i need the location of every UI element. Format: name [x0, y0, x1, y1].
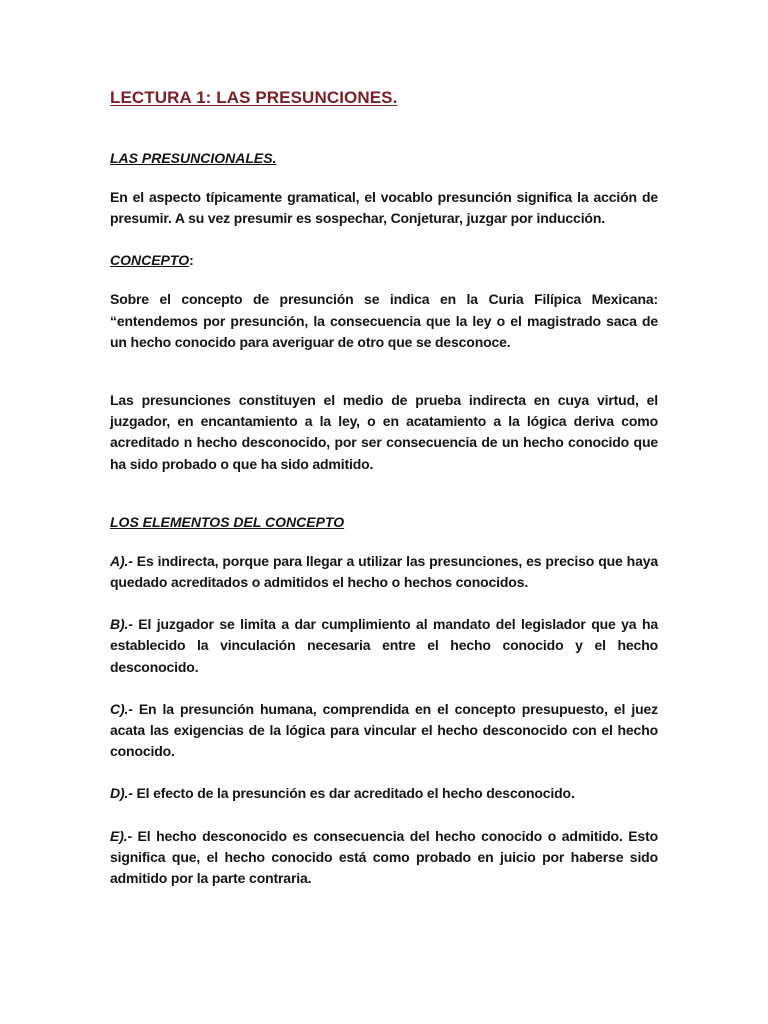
list-item	[110, 699, 658, 763]
section-heading-concepto	[110, 250, 658, 271]
list-item	[110, 826, 658, 890]
item-text: En la presunción humana, comprendida en el concepto presupuesto, el juez acata las exigencias de la lógica para vincular el hecho desconocido con el hecho conocido.	[110, 700, 658, 760]
document-title: LECTURA 1: LAS PRESUNCIONES.	[110, 88, 398, 107]
item-letter: D).-	[110, 785, 133, 802]
item-text: El efecto de la presunción es dar acreditado el hecho desconocido.	[132, 785, 575, 802]
paragraph-definicion: En el aspecto típicamente gramatical, el vocablo presunción significa la acción de presumir. A su vez presumir es sospechar, Conjeturar, juzgar por inducción.	[110, 189, 658, 227]
list-item	[110, 614, 658, 678]
paragraph-concepto-curia: Sobre el concepto de presunción se indica en la Curia Filípica Mexicana: “entendemos por presunción, la consecuencia que la ley o el magistrado saca de un hecho conocido para averiguar de otro que se desconoce.	[110, 291, 658, 350]
document-page	[110, 86, 658, 889]
item-letter: A).-	[110, 552, 133, 569]
list-item	[110, 551, 658, 593]
item-letter: C).-	[110, 700, 133, 717]
item-text: Es indirecta, porque para llegar a utilizar las presunciones, es preciso que haya quedado acreditados o admitidos el hecho o hechos conocidos.	[110, 552, 658, 591]
item-letter: E).-	[110, 827, 132, 844]
section-heading-elementos: LOS ELEMENTOS DEL CONCEPTO	[110, 513, 345, 530]
concepto-heading-text: CONCEPTO	[110, 252, 190, 269]
paragraph-concepto-presunciones: Las presunciones constituyen el medio de prueba indirecta en cuya virtud, el juzgador, en encantamiento a la ley, o en acatamiento a la lógica deriva como acreditado n hecho desconocido, por ser consecuencia de un hecho conocido que ha sido probado o que ha sido admitido.	[110, 392, 658, 472]
item-text: El hecho desconocido es consecuencia del hecho conocido o admitido. Esto significa que, el hecho conocido está como probado en juicio por haberse sido admitido por la parte contraria.	[110, 827, 658, 887]
item-text: El juzgador se limita a dar cumplimiento al mandato del legislador que ya ha establecido la vinculación necesaria entre el hecho conocido y el hecho desconocido.	[110, 616, 658, 675]
list-item	[110, 783, 658, 804]
item-letter: B).-	[110, 616, 133, 633]
section-heading-presuncionales: LAS PRESUNCIONALES.	[110, 150, 277, 166]
concepto-heading-colon: :	[189, 252, 194, 269]
